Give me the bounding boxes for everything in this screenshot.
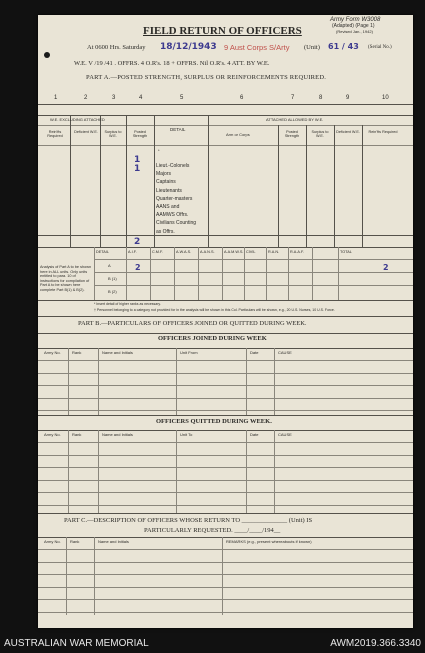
table-row-line xyxy=(38,455,413,456)
table-col-header: Rank xyxy=(70,539,80,544)
posted-total: 2 xyxy=(134,237,141,247)
analysis-col-header: A.I.F. xyxy=(128,250,137,254)
table-row-line xyxy=(38,574,413,575)
table-row-line xyxy=(38,587,413,588)
date-written: 18/12/1943 xyxy=(160,42,217,52)
table-col-divider xyxy=(246,348,247,415)
table-row-line xyxy=(38,505,413,506)
table-col-header: Date xyxy=(250,432,259,437)
form-adapted: (Adapted) (Page 1) xyxy=(332,23,375,29)
analysis-col-header: R.A.N. xyxy=(268,250,280,254)
table-row-line xyxy=(38,373,413,374)
footnote-1: * Insert detail of higher ranks as necessary. xyxy=(94,302,161,306)
column-number: 5 xyxy=(180,95,184,101)
as-at-label: At 0600 Hrs. Saturday xyxy=(87,44,146,51)
part-a-title: PART A.—POSTED STRENGTH, SURPLUS OR REINFORCEMENTS REQUIRED. xyxy=(86,74,327,81)
table-col-header: Army No. xyxy=(44,539,61,544)
analysis-col-divider xyxy=(198,247,199,300)
footer-right: AWM2019.366.3340 xyxy=(330,638,421,649)
aif-a-value: 2 xyxy=(135,263,141,272)
column-number: 3 xyxy=(112,95,116,101)
analysis-col-header: A.W.A.S. xyxy=(176,250,192,254)
analysis-col-divider xyxy=(312,247,313,300)
rank-label: Majors xyxy=(156,171,172,178)
column-number: 10 xyxy=(382,95,389,101)
c10-header: Rein'fts Required xyxy=(368,130,398,134)
detail-header: DETAIL xyxy=(170,127,186,132)
analysis-col-divider xyxy=(266,247,267,300)
table-row-line xyxy=(38,612,413,613)
table-row-line xyxy=(38,385,413,386)
asterisk-mark: * xyxy=(158,148,160,153)
rank-label: Civilians Counting xyxy=(156,220,197,227)
analysis-col-header: C.M.F. xyxy=(152,250,163,254)
c2-header: Deficient W.E. xyxy=(74,130,98,134)
rank-label: AAMWS Offrs. xyxy=(156,212,189,219)
analysis-col-divider xyxy=(222,247,223,300)
we-line: W.E. V /19 /41 . OFFRS. 4 O.R's. 18 + OFFRS. Nil O.R's. 4 ATT. BY W.E. xyxy=(74,60,270,67)
c7-header: Posted Strength xyxy=(284,130,300,138)
form-id: Army Form W3008 xyxy=(330,17,381,23)
table-col-header: Army No. xyxy=(44,432,61,437)
analysis-note: Analysis of Part A to be shown here in ALL units. Only units entitled to para. 10 of instructions for compilation of Part A to be shown here complete Part B(1) & B(2). xyxy=(40,265,92,292)
column-number: 4 xyxy=(139,95,143,101)
form-revised: (Revised Jan., 1942) xyxy=(336,29,373,34)
table-col-header: CAUSE xyxy=(278,350,292,355)
table-row-line xyxy=(38,480,413,481)
table-col-header: Name and Initials xyxy=(102,432,133,437)
table-row-line xyxy=(38,562,413,563)
footer-left: AUSTRALIAN WAR MEMORIAL xyxy=(4,638,149,649)
analysis-row-label: B (1) xyxy=(108,276,117,281)
table-row-line xyxy=(38,492,413,493)
rank-label: Captains xyxy=(156,179,176,186)
table-row-line xyxy=(38,442,413,443)
analysis-col-divider xyxy=(126,247,127,300)
rank-label: AANS and xyxy=(156,204,180,210)
analysis-col-divider xyxy=(338,247,339,300)
part-c-title: PART C.—DESCRIPTION OF OFFICERS WHOSE RETURN TO ______________ (Unit) IS xyxy=(64,517,313,524)
excl-header: W.E. EXCLUDING ATTACHED xyxy=(50,117,105,122)
column-number: 7 xyxy=(291,95,295,101)
total-a-value: 2 xyxy=(383,263,389,272)
quitted-title: OFFICERS QUITTED DURING WEEK. xyxy=(156,418,272,425)
table-row-line xyxy=(38,467,413,468)
c8-header: Surplus to W.E. xyxy=(311,130,329,138)
analysis-col-divider xyxy=(174,247,175,300)
table-row-line xyxy=(38,398,413,399)
table-col-header: Name and Initials xyxy=(102,350,133,355)
column-number: 6 xyxy=(240,95,244,101)
table-col-header: Unit From xyxy=(180,350,198,355)
c9-header: Deficient W.E. xyxy=(336,130,360,134)
rank-label: Lieutenants xyxy=(156,187,182,194)
column-number: 9 xyxy=(346,95,350,101)
analysis-col-header: DETAIL xyxy=(96,250,110,254)
table-col-header: Unit To xyxy=(180,432,193,437)
table-col-header: REMARKS (e.g., present whereabouts if known) xyxy=(226,539,312,544)
rank-label: as Offrs. xyxy=(156,228,175,235)
analysis-col-header: TOTAL xyxy=(340,250,352,254)
rank-label: Lieut.-Colonels xyxy=(156,163,190,169)
analysis-col-header: R.A.A.F. xyxy=(290,250,304,254)
table-row-line xyxy=(38,599,413,600)
posted-lt-col: 1 xyxy=(134,155,141,165)
table-col-header: Name and Initials xyxy=(98,539,129,544)
unit-stamp: 9 Aust Corps S/Arty xyxy=(224,43,290,52)
column-number: 2 xyxy=(84,95,88,101)
analysis-col-divider xyxy=(288,247,289,300)
c4-header: Posted Strength xyxy=(132,130,148,138)
page-title: FIELD RETURN OF OFFICERS xyxy=(143,25,302,37)
analysis-col-header: A.A.M.W.S. xyxy=(224,250,244,254)
table-row-line xyxy=(38,360,413,361)
rank-label: Quarter-masters xyxy=(156,195,193,202)
table-col-header: Rank xyxy=(72,432,82,437)
posted-majors: 1 xyxy=(134,164,141,174)
c1-header: Rein'fts Required xyxy=(47,130,63,138)
table-col-divider xyxy=(68,348,69,415)
unit-label: (Unit) xyxy=(304,44,320,51)
analysis-col-divider xyxy=(150,247,151,300)
table-row-line xyxy=(38,549,413,550)
table-col-header: Army No. xyxy=(44,350,61,355)
analysis-row-label: A xyxy=(108,263,111,268)
joined-title: OFFICERS JOINED DURING WEEK xyxy=(158,335,267,342)
table-col-header: Date xyxy=(250,350,259,355)
column-number: 8 xyxy=(319,95,323,101)
table-col-divider xyxy=(274,348,275,415)
punch-hole xyxy=(44,52,50,58)
table-col-divider xyxy=(98,348,99,415)
column-number: 1 xyxy=(54,95,58,101)
serial-written: 61 / 43 xyxy=(328,42,359,51)
analysis-col-header: CIVIL xyxy=(246,250,256,254)
analysis-row-label: B (2) xyxy=(108,289,117,294)
analysis-col-divider xyxy=(244,247,245,300)
analysis-col-header: A.A.N.S. xyxy=(200,250,215,254)
footnote-2: † Personnel belonging to a category not provided for in the analysis will be shown in this Col. Particulars will be shown, e.g., 20 U.S. Nurses, 10 U.S. Force. xyxy=(94,308,335,312)
table-col-header: Rank xyxy=(72,350,82,355)
table-col-header: CAUSE xyxy=(278,432,292,437)
table-col-divider xyxy=(176,348,177,415)
document-page xyxy=(38,15,413,628)
table-row-line xyxy=(38,410,413,411)
part-c-subtitle: PARTICULARLY REQUESTED. ____/____/194__ xyxy=(144,527,281,534)
serial-label: (Serial No.) xyxy=(368,45,392,50)
c6-header: Arm or Corps xyxy=(226,132,250,137)
attached-header: ATTACHED ALLOWED BY W.E. xyxy=(266,117,324,122)
c3-header: Surplus to W.E. xyxy=(104,130,122,138)
part-b-title: PART B.—PARTICULARS OF OFFICERS JOINED OR QUITTED DURING WEEK. xyxy=(78,320,307,327)
